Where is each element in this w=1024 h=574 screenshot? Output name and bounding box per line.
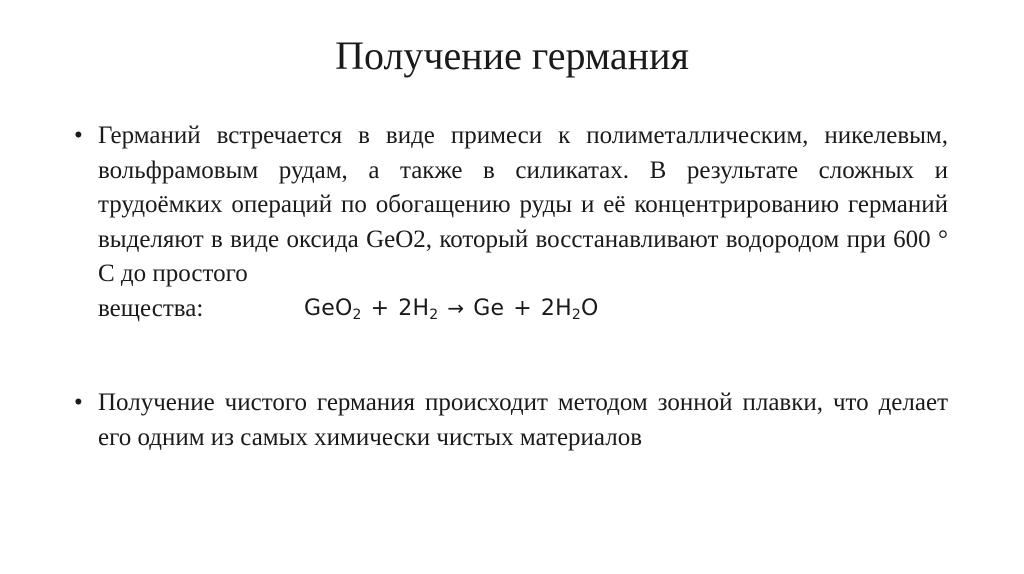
bullet-text: Получение чистого германия происходит методом зонной плавки, что делает его одним из самых химически чистых материалов [98,389,948,451]
equation-product-ge: Ge [473,295,505,321]
equation-plus: + [513,295,532,321]
equation-product-water-h: 2H [540,295,572,321]
equation-subscript: 2 [571,306,581,323]
equation-plus: + [370,295,390,321]
equation-subscript: 2 [429,306,439,323]
equation-arrow-icon: → [447,295,465,320]
slide-title: Получение германия [335,33,689,78]
equation-subscript: 2 [352,306,362,323]
bullet-item-germanium-occurrence [74,119,948,326]
bullet-text-end: вещества: [98,294,204,322]
bullet-item-zone-melting [74,386,948,455]
bullet-last-line [98,292,948,327]
bullet-icon: • [74,122,83,149]
chemical-equation [304,291,599,326]
equation-reactant-h: 2H [398,295,430,321]
equation-reactant-geo: GeO [304,295,353,321]
bullet-icon: • [74,389,83,416]
equation-product-water-o: O [580,295,599,321]
bullet-text: Германий встречается в виде примеси к полиметаллическим, никелевым, вольфрамовым рудам, а также в силикатах. В результате сложных и трудоёмких операций по обогащению руды и её концентрированию германий выделяют в виде оксида GeO2, который восстанавливают водородом при 600 ° С до простого [98,122,948,287]
bullet-list [74,119,948,455]
